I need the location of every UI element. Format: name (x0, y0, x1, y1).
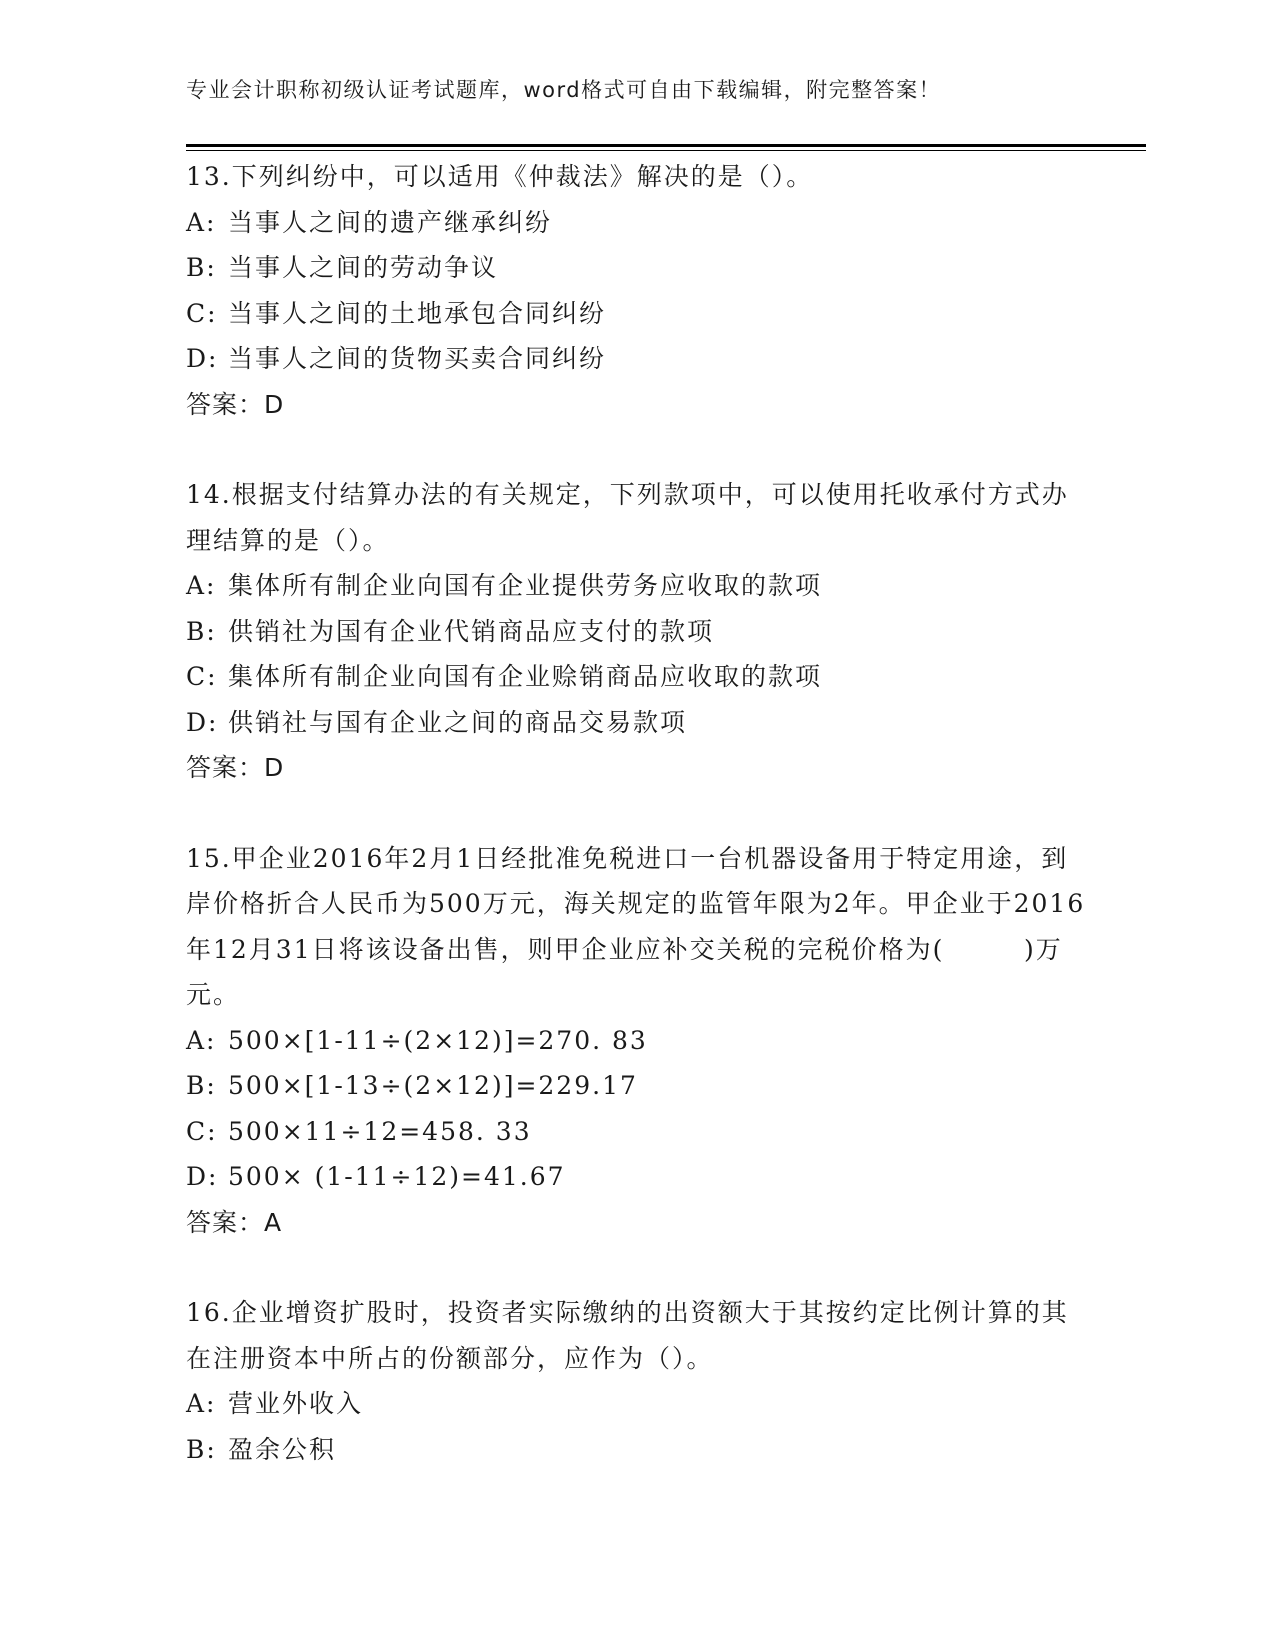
question-16 (186, 1290, 1086, 1472)
option-text: 500× (1-11÷12)=41.67 (228, 1162, 566, 1191)
option-b (186, 245, 1086, 291)
spacer (186, 791, 1086, 836)
option-letter: C: (186, 1116, 218, 1146)
option-text: 当事人之间的遗产继承纠纷 (228, 207, 553, 237)
option-letter: B: (186, 616, 217, 646)
option-text: 盈余公积 (228, 1434, 337, 1464)
question-text: 13.下列纠纷中，可以适用《仲裁法》解决的是（）。 (186, 162, 814, 191)
spacer (186, 427, 1086, 472)
answer-line: 答案：A (186, 1207, 283, 1237)
question-text: 16.企业增资扩股时，投资者实际缴纳的出资额大于其按约定比例计算的其在注册资本中所占的份额部分，应作为（）。 (186, 1298, 1069, 1373)
option-text: 当事人之间的土地承包合同纠纷 (228, 298, 607, 328)
option-letter: D: (186, 707, 219, 737)
question-14 (186, 472, 1086, 791)
question-text: 15.甲企业2016年2月1日经批准免税进口一台机器设备用于特定用途，到岸价格折合人民币为500万元，海关规定的监管年限为2年。甲企业于2016年12月31日将该设备出售，则甲企业应补交关税的完税价格为( )万元。 (186, 843, 1086, 1009)
option-letter: B: (186, 1434, 217, 1464)
option-letter: A: (186, 571, 217, 600)
option-letter: C: (186, 298, 218, 328)
option-text: 营业外收入 (228, 1389, 364, 1418)
option-b (186, 1063, 1086, 1109)
option-letter: A: (186, 1025, 217, 1055)
question-13 (186, 154, 1086, 427)
option-letter: B: (186, 253, 217, 282)
option-letter: D: (186, 344, 219, 373)
option-text: 供销社为国有企业代销商品应支付的款项 (228, 616, 715, 646)
option-text: 当事人之间的货物买卖合同纠纷 (228, 344, 607, 373)
header-rule-thick (186, 144, 1146, 147)
option-a (186, 563, 1086, 609)
option-letter: C: (186, 662, 218, 691)
option-letter: A: (186, 1389, 217, 1418)
question-text: 14.根据支付结算办法的有关规定，下列款项中，可以使用托收承付方式办理结算的是（）。 (186, 480, 1069, 555)
option-letter: B: (186, 1071, 217, 1100)
option-letter: A: (186, 207, 217, 237)
option-b (186, 1427, 1086, 1473)
page-header: 专业会计职称初级认证考试题库，word格式可自由下载编辑，附完整答案！ (186, 78, 942, 102)
option-text: 500×[1-13÷(2×12)]=229.17 (228, 1071, 638, 1100)
option-letter: D: (186, 1162, 219, 1191)
spacer (186, 1245, 1086, 1290)
option-text: 当事人之间的劳动争议 (228, 253, 499, 282)
answer-line: 答案：D (186, 389, 285, 419)
option-a (186, 1018, 1086, 1064)
option-text: 集体所有制企业向国有企业提供劳务应收取的款项 (228, 571, 823, 600)
option-a (186, 200, 1086, 246)
option-c (186, 654, 1086, 700)
option-d (186, 1154, 1086, 1200)
option-b (186, 609, 1086, 655)
option-c (186, 291, 1086, 337)
option-text: 500×[1-11÷(2×12)]=270. 83 (228, 1025, 648, 1055)
question-list (186, 154, 1086, 1472)
option-text: 集体所有制企业向国有企业赊销商品应收取的款项 (228, 662, 823, 691)
question-15 (186, 836, 1086, 1246)
option-text: 供销社与国有企业之间的商品交易款项 (228, 707, 688, 737)
option-a (186, 1381, 1086, 1427)
option-d (186, 700, 1086, 746)
header-rule-thin (186, 150, 1146, 151)
answer-line: 答案：D (186, 753, 285, 782)
option-d (186, 336, 1086, 382)
option-text: 500×11÷12=458. 33 (228, 1116, 532, 1146)
option-c (186, 1109, 1086, 1155)
